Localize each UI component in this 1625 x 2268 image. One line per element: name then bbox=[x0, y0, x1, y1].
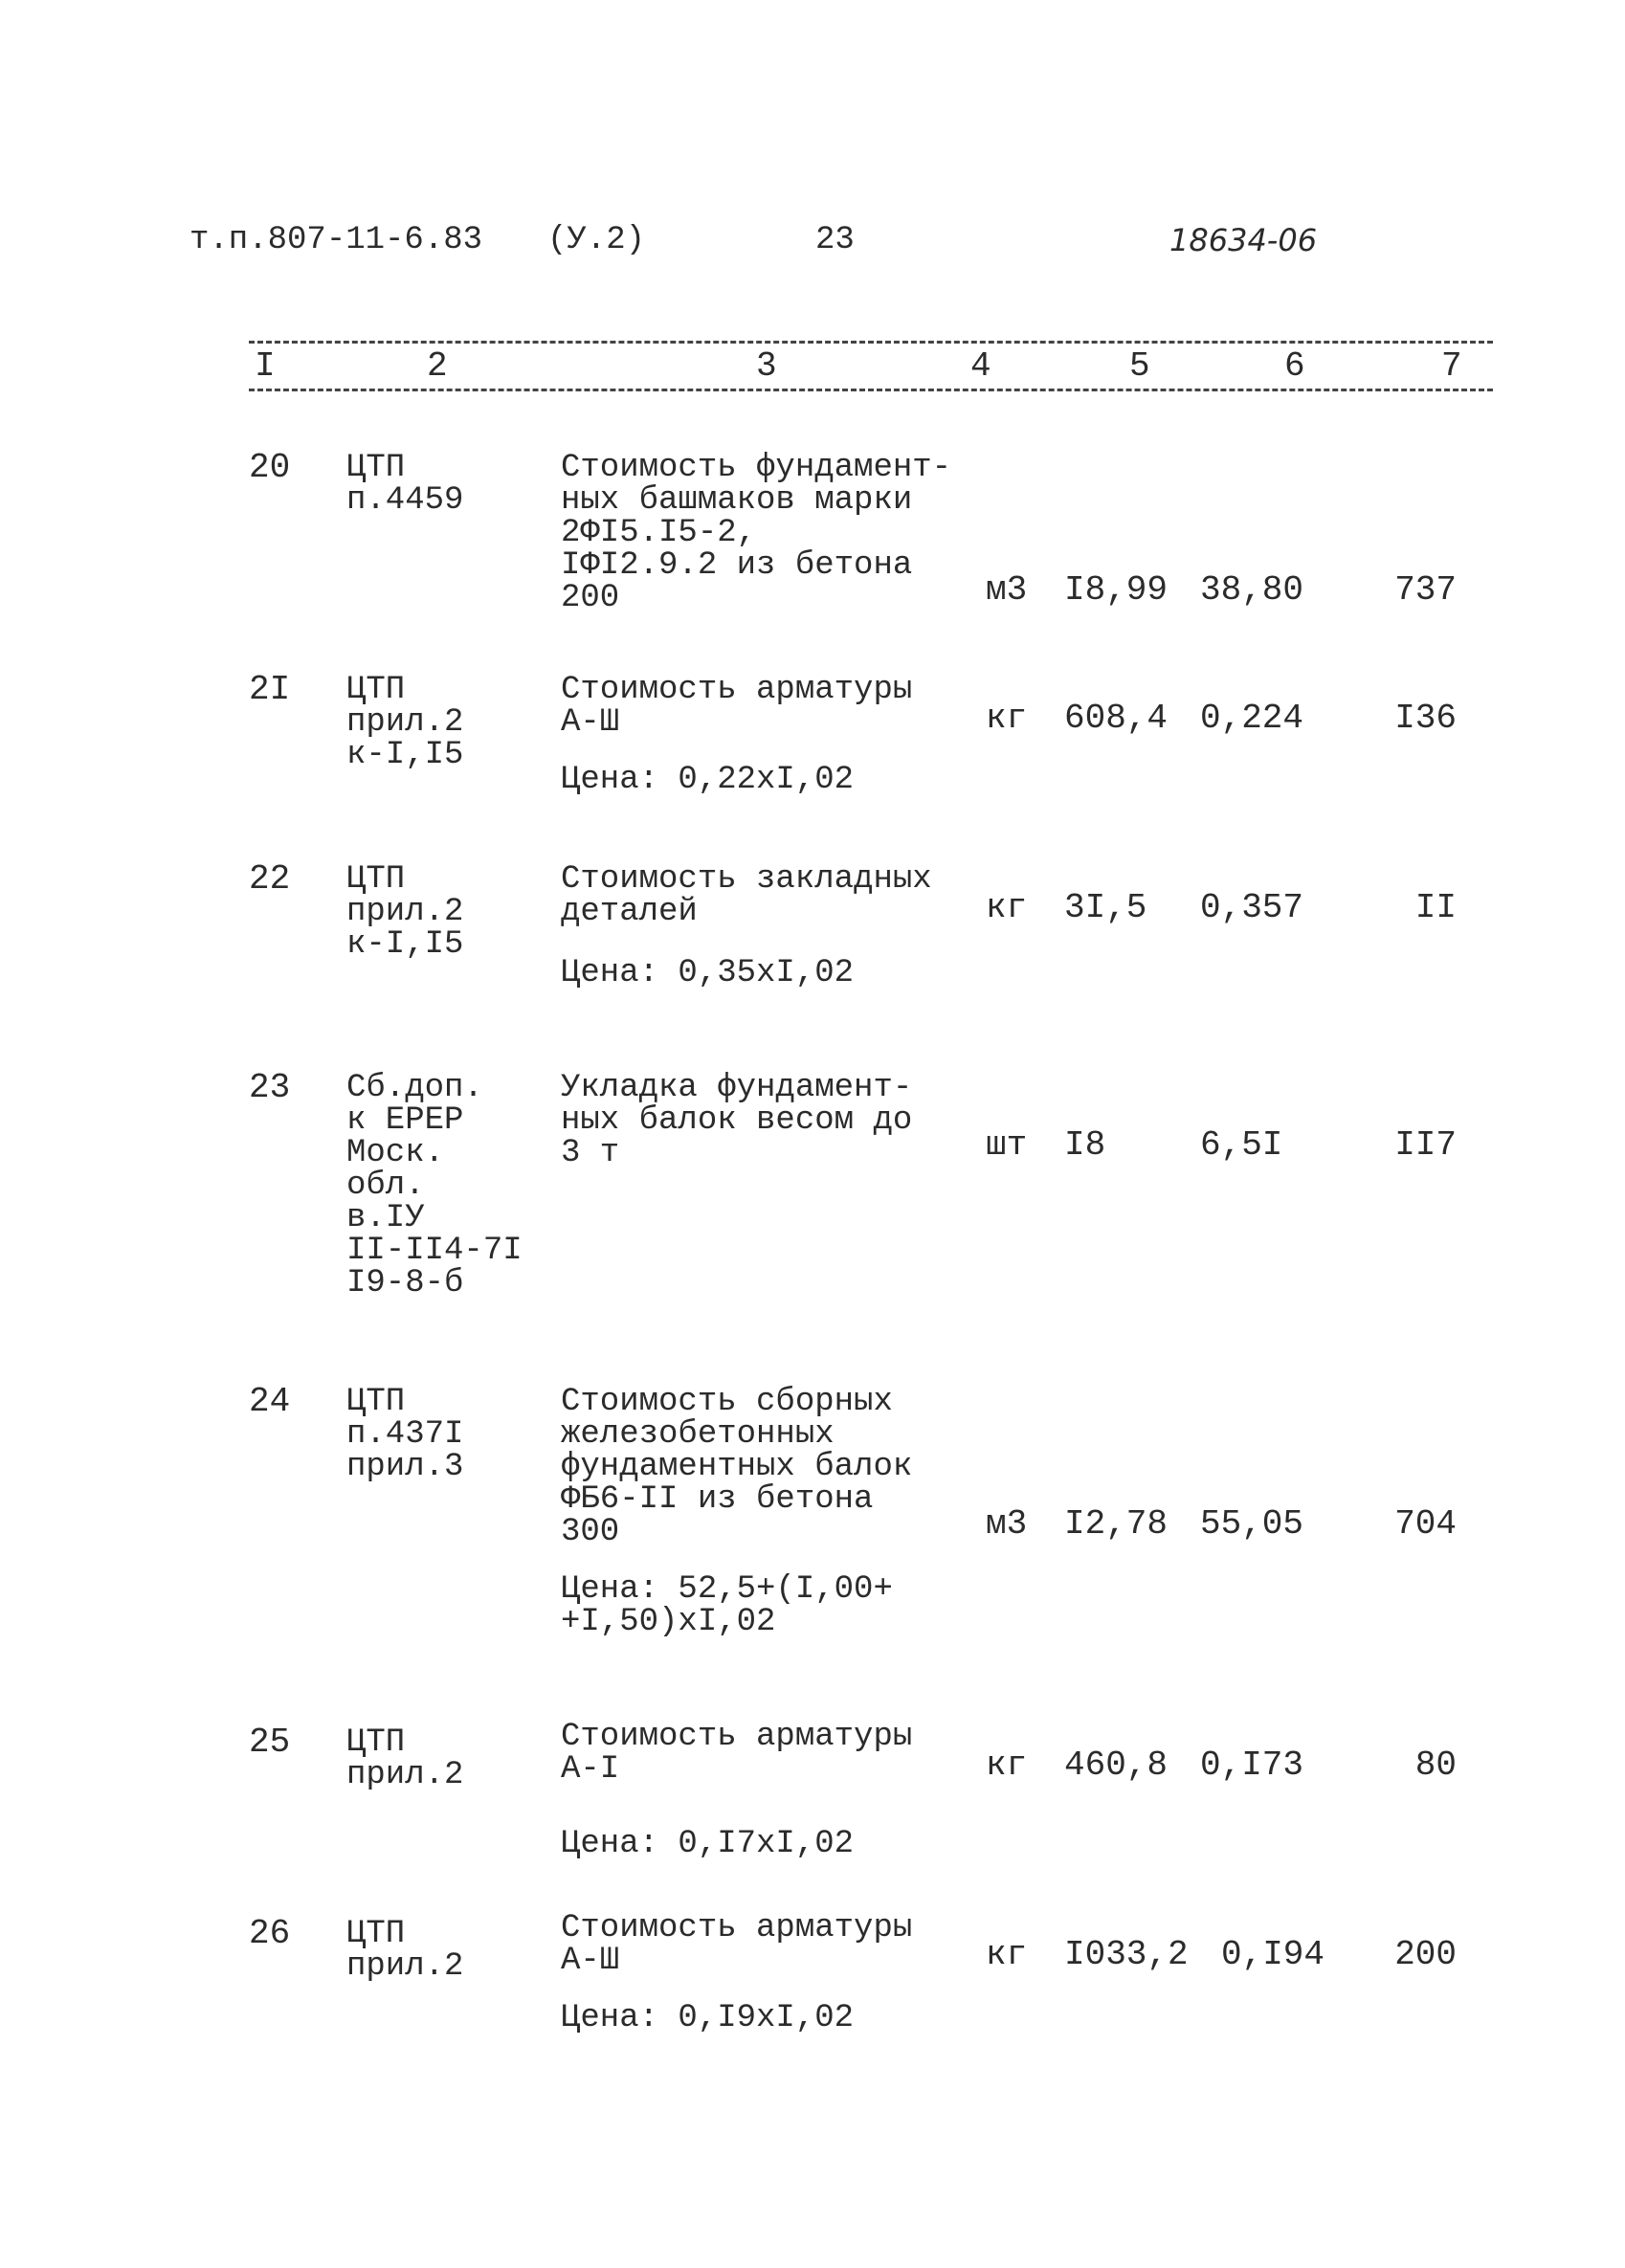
row-number: 22 bbox=[249, 859, 291, 899]
unit-cell: м3 bbox=[986, 570, 1028, 610]
price-note: Цена: 52,5+(I,00+ +I,50)хI,02 bbox=[561, 1571, 893, 1640]
description-cell: Укладка фундамент- ных балок весом до 3 т bbox=[561, 1070, 913, 1171]
total-cell: 737 bbox=[1394, 570, 1457, 610]
price-cell: 0,I73 bbox=[1200, 1745, 1304, 1785]
total-cell: 200 bbox=[1394, 1935, 1457, 1974]
price-note: Цена: 0,I9хI,02 bbox=[561, 2000, 855, 2036]
inventory-number: 18634-06 bbox=[1169, 222, 1318, 258]
basis-cell: ЦТП п.437I прил.3 bbox=[346, 1384, 464, 1485]
row-number: 20 bbox=[249, 448, 291, 487]
quantity-cell: 608,4 bbox=[1064, 699, 1169, 738]
description-cell: Стоимость арматуры А-Ш bbox=[561, 672, 913, 741]
unit-cell: кг bbox=[986, 1745, 1028, 1785]
volume-number: (У.2) bbox=[547, 222, 646, 258]
unit-cell: кг bbox=[986, 888, 1028, 927]
total-cell: II7 bbox=[1394, 1125, 1457, 1165]
column-number-4: 4 bbox=[970, 346, 991, 386]
unit-cell: шт bbox=[986, 1125, 1028, 1165]
total-cell: I36 bbox=[1394, 699, 1457, 738]
quantity-cell: I8,99 bbox=[1064, 570, 1169, 610]
price-note: Цена: 0,35хI,02 bbox=[561, 955, 855, 991]
price-cell: 0,224 bbox=[1200, 699, 1304, 738]
basis-cell: ЦТП прил.2 к-I,I5 bbox=[346, 672, 464, 773]
quantity-cell: I033,2 bbox=[1064, 1935, 1189, 1974]
total-cell: II bbox=[1414, 888, 1457, 927]
basis-cell: Сб.доп. к ЕРЕР Моск. обл. в.IУ II-II4-7I I9-8-б bbox=[346, 1070, 523, 1301]
column-number-1: I bbox=[255, 346, 276, 386]
price-cell: 6,5I bbox=[1200, 1125, 1283, 1165]
total-cell: 80 bbox=[1414, 1745, 1457, 1785]
price-note: Цена: 0,I7хI,02 bbox=[561, 1826, 855, 1862]
unit-cell: м3 bbox=[986, 1504, 1028, 1544]
basis-cell: ЦТП прил.2 к-I,I5 bbox=[346, 861, 464, 963]
description-cell: Стоимость сборных железобетонных фундаментных балок ФБ6-II из бетона 300 bbox=[561, 1384, 913, 1550]
price-cell: 0,357 bbox=[1200, 888, 1304, 927]
row-number: 24 bbox=[249, 1382, 291, 1421]
row-number: 26 bbox=[249, 1914, 291, 1953]
price-cell: 38,80 bbox=[1200, 570, 1304, 610]
price-cell: 0,I94 bbox=[1221, 1935, 1325, 1974]
quantity-cell: I8 bbox=[1064, 1125, 1106, 1165]
quantity-cell: 3I,5 bbox=[1064, 888, 1147, 927]
description-cell: Стоимость фундамент- ных башмаков марки 2ФI5.I5-2, IФI2.9.2 из бетона 200 bbox=[561, 450, 952, 616]
price-cell: 55,05 bbox=[1200, 1504, 1304, 1544]
header-top-rule bbox=[249, 341, 1493, 344]
column-number-2: 2 bbox=[427, 346, 448, 386]
price-note: Цена: 0,22хI,02 bbox=[561, 762, 855, 798]
quantity-cell: 460,8 bbox=[1064, 1745, 1169, 1785]
row-number: 25 bbox=[249, 1723, 291, 1762]
document-code: т.п.807-11-6.83 bbox=[189, 222, 483, 258]
row-number: 2I bbox=[249, 670, 291, 709]
column-number-6: 6 bbox=[1284, 346, 1305, 386]
row-number: 23 bbox=[249, 1068, 291, 1107]
description-cell: Стоимость арматуры А-I bbox=[561, 1719, 913, 1788]
column-number-5: 5 bbox=[1129, 346, 1150, 386]
description-cell: Стоимость арматуры А-Ш bbox=[561, 1910, 913, 1979]
unit-cell: кг bbox=[986, 1935, 1028, 1974]
basis-cell: ЦТП прил.2 bbox=[346, 1916, 464, 1985]
unit-cell: кг bbox=[986, 699, 1028, 738]
basis-cell: ЦТП прил.2 bbox=[346, 1724, 464, 1793]
basis-cell: ЦТП п.4459 bbox=[346, 450, 464, 519]
quantity-cell: I2,78 bbox=[1064, 1504, 1169, 1544]
column-number-3: 3 bbox=[756, 346, 777, 386]
header-bottom-rule bbox=[249, 389, 1493, 391]
page-number: 23 bbox=[815, 222, 855, 258]
description-cell: Стоимость закладных деталей bbox=[561, 861, 932, 930]
column-number-7: 7 bbox=[1441, 346, 1462, 386]
total-cell: 704 bbox=[1394, 1504, 1457, 1544]
